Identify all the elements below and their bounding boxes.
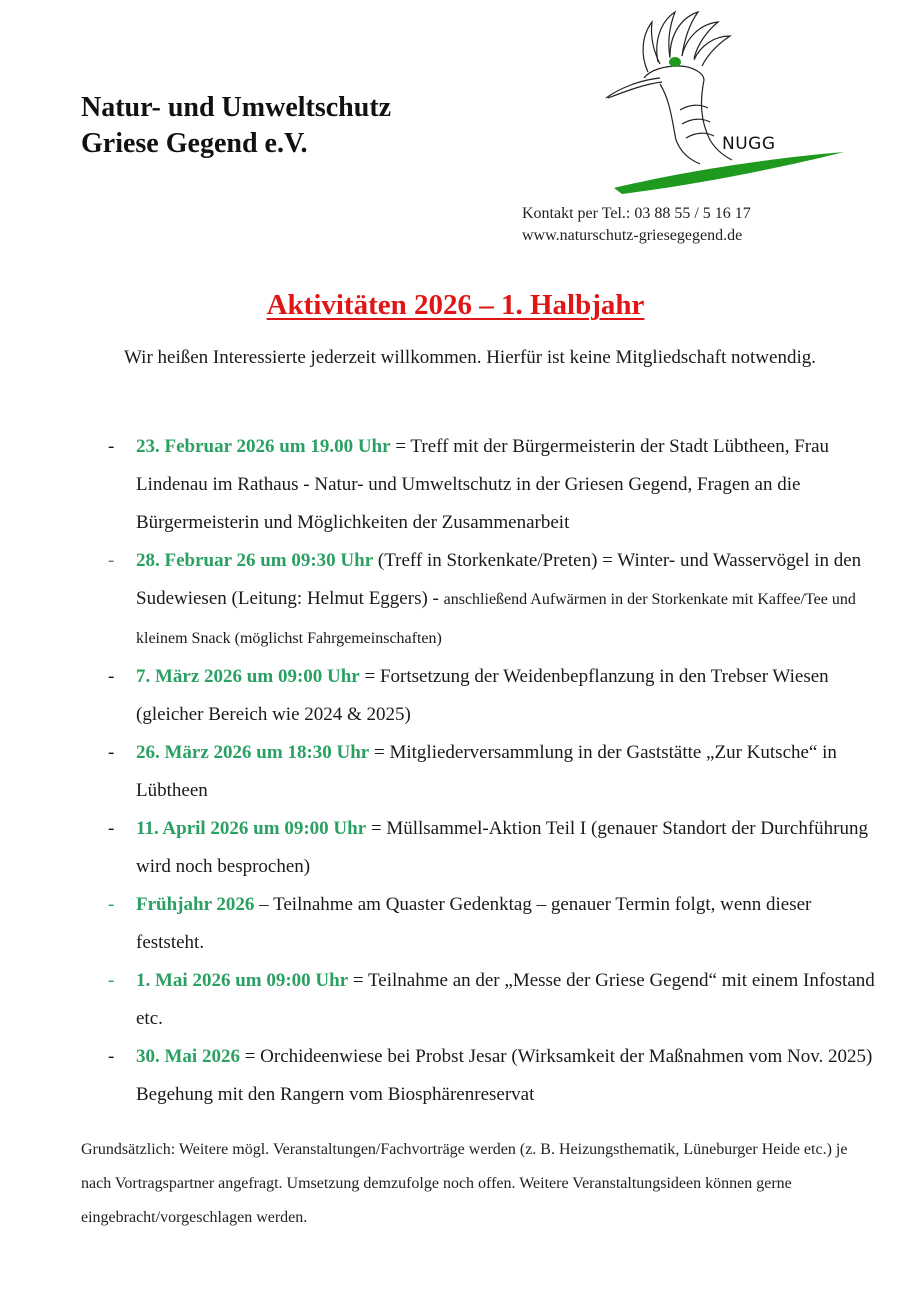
bird-beak-lower <box>608 82 662 98</box>
wing-feather <box>682 119 710 124</box>
event-note: anschließend Aufwärmen in der Storkenkate mit Kaffee/Tee und kleinem Snack (möglichst Fahrgemeinschaften) <box>136 591 856 647</box>
organization-name <box>81 90 391 162</box>
event-item <box>108 428 878 542</box>
event-date: 1. Mai 2026 um 09:00 Uhr <box>136 970 349 991</box>
wing-feather <box>680 105 708 110</box>
event-item <box>108 542 878 658</box>
event-description: = Fortsetzung der Weidenbepflanzung in den Trebser Wiesen (gleicher Bereich wie 2024 & 2025) <box>136 666 829 725</box>
event-item <box>108 810 878 886</box>
event-description: = Teilnahme an der „Messe der Griese Gegend“ mit einem Infostand etc. <box>136 970 875 1029</box>
event-item <box>108 886 878 962</box>
event-date: 30. Mai 2026 <box>136 1046 240 1067</box>
event-item <box>108 734 878 810</box>
contact-phone: Kontakt per Tel.: 03 88 55 / 5 16 17 <box>522 205 751 222</box>
list-dash: - <box>108 894 115 915</box>
event-item <box>108 658 878 734</box>
intro-text: Wir heißen Interessierte jederzeit willkommen. Hierfür ist keine Mitgliedschaft notwendig. <box>124 347 816 368</box>
contact-website[interactable]: www.naturschutz-griesegegend.de <box>522 227 743 244</box>
event-description: (Treff in Storkenkate/Preten) = Winter- und Wasservögel in den Sudewiesen (Leitung: Helmut Eggers) - <box>136 550 862 609</box>
hoopoe-bird-logo-icon <box>600 0 860 200</box>
event-description: – Teilnahme am Quaster Gedenktag – genauer Termin folgt, wenn dieser feststeht. <box>136 894 812 953</box>
event-date: 23. Februar 2026 um 19.00 Uhr <box>136 436 391 457</box>
bird-head-outline <box>644 66 704 80</box>
event-description: = Mitgliederversammlung in der Gaststätte „Zur Kutsche“ in Lübtheen <box>136 742 837 801</box>
bird-beak <box>606 78 660 98</box>
list-dash: - <box>108 742 115 763</box>
crest-feather <box>694 36 730 66</box>
event-description: = Orchideenwiese bei Probst Jesar (Wirksamkeit der Maßnahmen vom Nov. 2025) Begehung mit den Rangern vom Biosphärenreservat <box>136 1046 873 1105</box>
event-description: = Müllsammel-Aktion Teil I (genauer Standort der Durchführung wird noch besprochen) <box>136 818 868 877</box>
event-date: 11. April 2026 um 09:00 Uhr <box>136 818 367 839</box>
wing-feather <box>686 133 714 138</box>
bird-throat-outline <box>660 84 700 164</box>
organization-name-line2: Griese Gegend e.V. <box>81 128 308 159</box>
event-description: = Treff mit der Bürgermeisterin der Stadt Lübtheen, Frau Lindenau im Rathaus - Natur- und Umweltschutz in der Griesen Gegend, Fragen an die Bürgermeisterin und Möglichkeiten der Zusammenarbeit <box>136 436 830 533</box>
event-date: Frühjahr 2026 <box>136 894 255 915</box>
page-title: Aktivitäten 2026 – 1. Halbjahr <box>266 289 645 321</box>
list-dash: - <box>108 818 115 839</box>
list-dash: - <box>108 970 115 991</box>
crest-feather <box>643 22 660 72</box>
event-date: 28. Februar 26 um 09:30 Uhr <box>136 550 374 571</box>
contact-info <box>522 203 751 247</box>
list-dash: - <box>108 436 115 457</box>
events-list <box>108 428 878 1114</box>
list-dash: - <box>108 666 115 687</box>
footer-note: Grundsätzlich: Weitere mögl. Veranstaltungen/Fachvorträge werden (z. B. Heizungsthematik, Lüneburger Heide etc.) je nach Vortragspartner angefragt. Umsetzung demzufolge noch offen. Weitere Veranstaltungsideen können gerne eingebracht/vorgeschlagen werden. <box>81 1141 848 1226</box>
list-dash: - <box>108 550 115 571</box>
event-date: 7. März 2026 um 09:00 Uhr <box>136 666 360 687</box>
organization-name-line1: Natur- und Umweltschutz <box>81 92 392 123</box>
event-date: 26. März 2026 um 18:30 Uhr <box>136 742 370 763</box>
list-dash: - <box>108 1046 115 1067</box>
bird-eye <box>669 57 681 67</box>
crest-feather <box>657 12 675 62</box>
event-item <box>108 962 878 1038</box>
event-item <box>108 1038 878 1114</box>
logo-text: NUGG <box>722 134 776 154</box>
